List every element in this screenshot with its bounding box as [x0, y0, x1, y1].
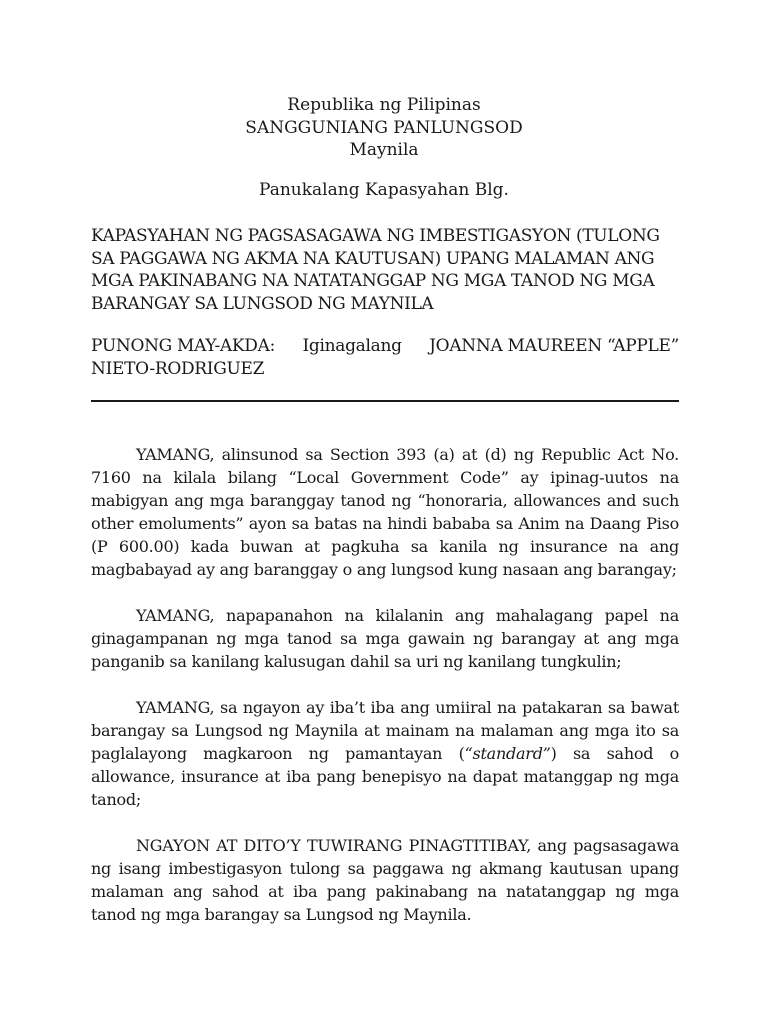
author-honorific: Iginagalang: [302, 336, 402, 356]
document-header: [0, 94, 768, 162]
p3-text-start: YAMANG, sa ngayon ay iba’t iba ang umiiral na patakaran sa bawat barangay sa Lungsod ng Maynila at mainam na malaman ang mga ito sa paglalayong magkaroon ng pamantayan (: [91, 698, 679, 763]
author-label: PUNONG MAY-AKDA:: [91, 336, 276, 356]
resolved-paragraph: NGAYON AT DITO’Y TUWIRANG PINAGTITIBAY, ang pagsasagawa ng isang imbestigasyon tulong sa paggawa ng akmang kautusan upang malaman ang sahod at iba pang pakinabang na natatanggap ng mga tanod ng mga barangay sa Lungsod ng Maynila.: [91, 836, 679, 924]
p3-standard-term: “standard”: [464, 744, 551, 763]
principal-author: [91, 335, 679, 380]
whereas-paragraph-1: YAMANG, alinsunod sa Section 393 (a) at (d) ng Republic Act No. 7160 na kilala bilang “Local Government Code” ay ipinag-uutos na mabigyan ang mga baranggay tanod ng “honoraria, allowances and such other emoluments” ayon sa batas na hindi bababa sa Anim na Daang Piso (P 600.00) kada buwan at pagkuha sa kanila ng insurance na ang magbabayad ay ang baranggay o ang lungsod kung nasaan ang barangay;: [91, 445, 679, 579]
whereas-paragraph-3: [91, 696, 679, 811]
title-line: BARANGAY SA LUNGSOD NG MAYNILA: [91, 293, 434, 314]
title-line: MGA PAKINABANG NA NATATANGGAP NG MGA TANOD NG MGA: [91, 271, 655, 291]
council-line: SANGGUNIANG PANLUNGSOD: [245, 117, 523, 138]
resolution-number: Panukalang Kapasyahan Blg.: [259, 180, 509, 200]
divider: [91, 400, 679, 402]
resolution-body: [91, 443, 679, 949]
title-line: KAPASYAHAN NG PAGSASAGAWA NG IMBESTIGASYON (TULONG: [91, 226, 660, 246]
author-name-continued: NIETO-RODRIGUEZ: [91, 358, 265, 379]
author-name: JOANNA MAUREEN “APPLE”: [429, 336, 679, 356]
republic-line: Republika ng Pilipinas: [287, 95, 481, 115]
author-line: [91, 335, 679, 358]
whereas-paragraph-2: YAMANG, napapanahon na kilalanin ang mahalagang papel na ginagampanan ng mga tanod sa mga gawain ng barangay at ang mga panganib sa kanilang kalusugan dahil sa uri ng kanilang tungkulin;: [91, 606, 679, 671]
city-line: Maynila: [349, 140, 419, 160]
p3-text-end: ) sa sahod o allowance, insurance at iba pang benepisyo na dapat matanggap ng mga tanod;: [91, 744, 679, 809]
resolution-title: [91, 225, 679, 315]
title-line: SA PAGGAWA NG AKMA NA KAUTUSAN) UPANG MALAMAN ANG: [91, 248, 655, 269]
